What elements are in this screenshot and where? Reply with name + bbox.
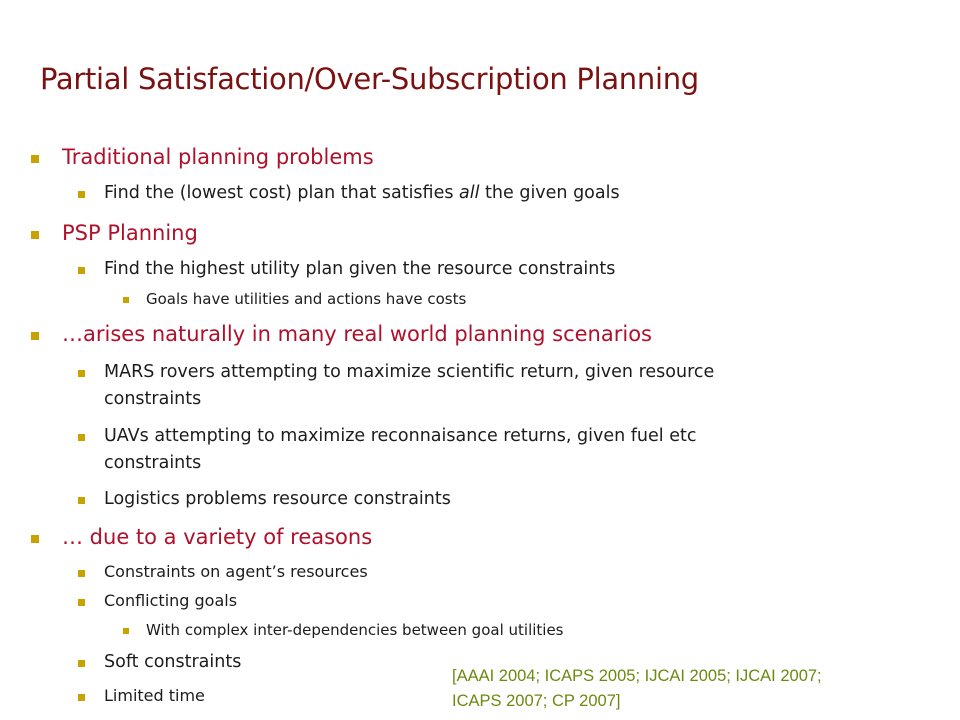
bullet-marker (78, 267, 85, 274)
bullet-mars-rovers-cont: constraints (104, 389, 202, 409)
bullet-marker (123, 628, 129, 634)
bullet-inter-dependencies: With complex inter-dependencies between goal utilities (146, 621, 564, 639)
bullet-find-lowest-cost (104, 183, 620, 203)
bullet-marker (31, 231, 39, 239)
text-segment: the given goals (479, 183, 620, 203)
citation-line: [AAAI 2004; ICAPS 2005; IJCAI 2005; IJCAI 2007; (452, 667, 822, 685)
bullet-marker (31, 332, 39, 340)
emphasis-all: all (459, 183, 480, 203)
bullet-goals-utilities: Goals have utilities and actions have costs (146, 290, 467, 308)
bullet-marker (78, 694, 85, 701)
citation-references (452, 664, 952, 714)
bullet-limited-time: Limited time (104, 686, 205, 705)
bullet-marker (31, 155, 39, 163)
bullet-arises-naturally: …arises naturally in many real world planning scenarios (62, 322, 652, 346)
bullet-soft-constraints: Soft constraints (104, 652, 242, 672)
bullet-marker (78, 370, 85, 377)
bullet-marker (78, 599, 85, 606)
slide-title: Partial Satisfaction/Over-Subscription Planning (40, 62, 699, 96)
bullet-mars-rovers: MARS rovers attempting to maximize scientific return, given resource (104, 362, 715, 382)
bullet-logistics: Logistics problems resource constraints (104, 489, 451, 509)
bullet-psp-planning: PSP Planning (62, 221, 198, 245)
bullet-uavs-cont: constraints (104, 453, 202, 473)
bullet-marker (31, 535, 39, 543)
bullet-find-highest-utility: Find the highest utility plan given the resource constraints (104, 259, 616, 279)
bullet-variety-of-reasons: … due to a variety of reasons (62, 525, 373, 549)
text-segment: Find the (lowest cost) plan that satisfies (104, 183, 460, 203)
bullet-traditional-planning: Traditional planning problems (62, 145, 374, 169)
bullet-conflicting-goals: Conflicting goals (104, 591, 238, 610)
bullet-marker (78, 497, 85, 504)
bullet-marker (78, 434, 85, 441)
bullet-marker (123, 297, 129, 303)
bullet-marker (78, 191, 85, 198)
citation-line: ICAPS 2007; CP 2007] (452, 692, 621, 710)
bullet-marker (78, 570, 85, 577)
bullet-uavs: UAVs attempting to maximize reconnaisance returns, given fuel etc (104, 426, 697, 446)
bullet-marker (78, 660, 85, 667)
bullet-agent-resources: Constraints on agent’s resources (104, 562, 368, 581)
